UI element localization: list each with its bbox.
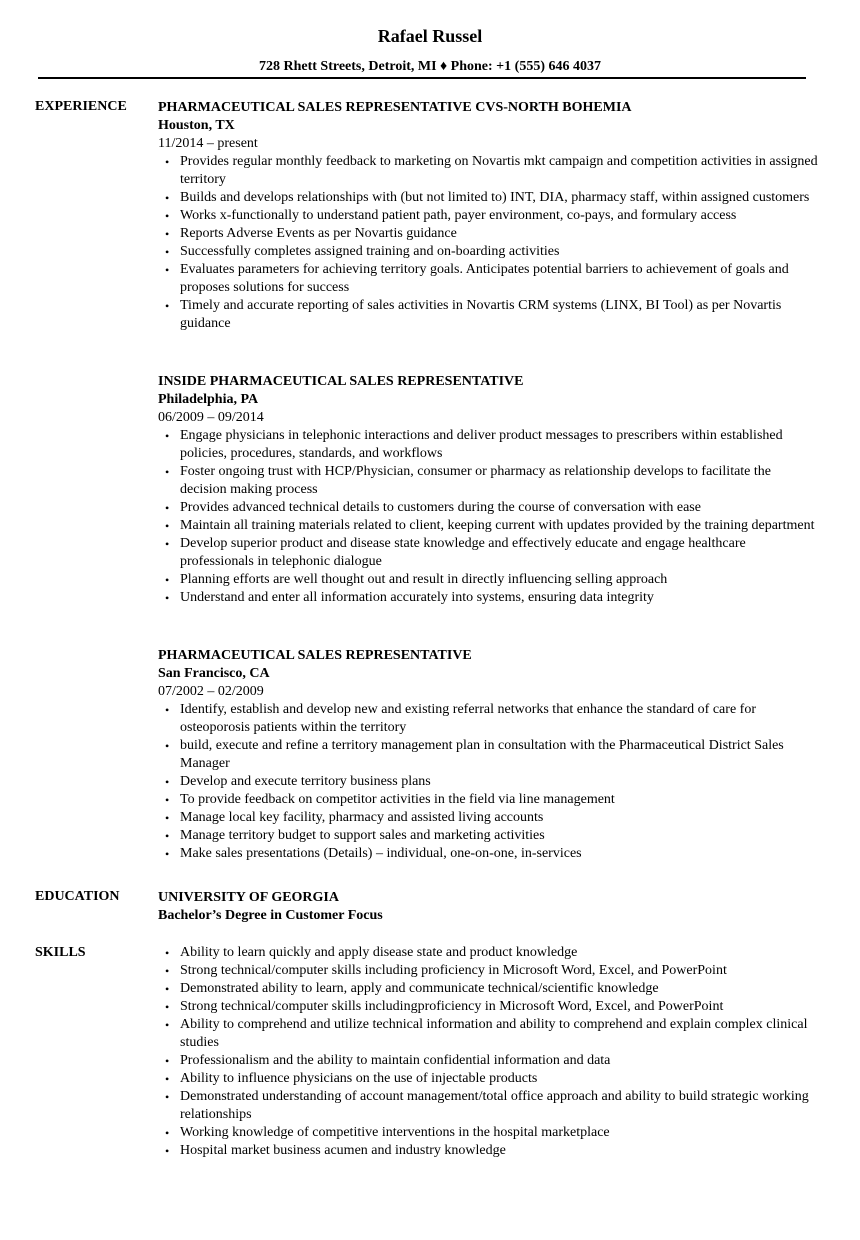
- job-title: INSIDE PHARMACEUTICAL SALES REPRESENTATIVE: [158, 374, 524, 389]
- job-location: Philadelphia, PA: [158, 392, 259, 407]
- job-entry-3: [158, 647, 818, 863]
- bullet-item: • Provides advanced technical details to customers during the course of conversation with ease: [158, 499, 818, 517]
- job-dates: 06/2009 – 09/2014: [158, 410, 264, 425]
- job-entry-1: [158, 99, 818, 333]
- bullet-item: • Works x-functionally to understand patient path, payer environment, co-pays, and formulary access: [158, 207, 818, 225]
- bullet-item: • Foster ongoing trust with HCP/Physician, consumer or pharmacy as relationship develops to facilitate the decision making process: [158, 463, 818, 499]
- bullet-item: • Develop and execute territory business plans: [158, 773, 818, 791]
- skills-entry: [158, 944, 818, 1160]
- skill-item: • Ability to comprehend and utilize technical information and ability to comprehend and explain complex clinical studies: [158, 1016, 818, 1052]
- skill-item: • Ability to influence physicians on the use of injectable products: [158, 1070, 818, 1088]
- bullet-item: • Identify, establish and develop new and existing referral networks that enhance the standard of care for osteoporosis patients within the territory: [158, 701, 818, 737]
- job-location: Houston, TX: [158, 118, 235, 133]
- skill-item: • Strong technical/computer skills includingproficiency in Microsoft Word, Excel, and PowerPoint: [158, 998, 818, 1016]
- skill-item: • Demonstrated understanding of account management/total office approach and ability to build strategic working relationships: [158, 1088, 818, 1124]
- bullet-item: • Engage physicians in telephonic interactions and deliver product messages to prescribers within established policies, procedures, standards, and workflows: [158, 427, 818, 463]
- skill-item: • Working knowledge of competitive interventions in the hospital marketplace: [158, 1124, 818, 1142]
- job-title: PHARMACEUTICAL SALES REPRESENTATIVE: [158, 648, 472, 663]
- bullet-item: • To provide feedback on competitor activities in the field via line management: [158, 791, 818, 809]
- bullet-item: • Builds and develops relationships with (but not limited to) INT, DIA, pharmacy staff, within assigned customers: [158, 189, 818, 207]
- skill-item: • Ability to learn quickly and apply disease state and product knowledge: [158, 944, 818, 962]
- skill-item: • Strong technical/computer skills including proficiency in Microsoft Word, Excel, and PowerPoint: [158, 962, 818, 980]
- degree: Bachelor’s Degree in Customer Focus: [158, 908, 383, 923]
- bullet-item: • Develop superior product and disease state knowledge and effectively educate and engage healthcare professionals in telephonic dialogue: [158, 535, 818, 571]
- bullet-item: • Evaluates parameters for achieving territory goals. Anticipates potential barriers to achievement of goals and proposes solutions for success: [158, 261, 818, 297]
- job-title: PHARMACEUTICAL SALES REPRESENTATIVE CVS-NORTH BOHEMIA: [158, 100, 632, 115]
- bullet-item: • Successfully completes assigned training and on-boarding activities: [158, 243, 818, 261]
- school-name: UNIVERSITY OF GEORGIA: [158, 890, 339, 905]
- header-divider: [38, 77, 806, 79]
- job-bullets: [158, 701, 818, 863]
- bullet-item: • Planning efforts are well thought out and result in directly influencing selling approach: [158, 571, 818, 589]
- skill-item: • Demonstrated ability to learn, apply and communicate technical/scientific knowledge: [158, 980, 818, 998]
- bullet-item: • Understand and enter all information accurately into systems, ensuring data integrity: [158, 589, 818, 607]
- bullet-item: • Manage territory budget to support sales and marketing activities: [158, 827, 818, 845]
- bullet-item: • Reports Adverse Events as per Novartis guidance: [158, 225, 818, 243]
- job-dates: 07/2002 – 02/2009: [158, 684, 264, 699]
- candidate-name: Rafael Russel: [377, 26, 483, 46]
- skill-item: • Professionalism and the ability to maintain confidential information and data: [158, 1052, 818, 1070]
- bullet-item: • build, execute and refine a territory management plan in consultation with the Pharmaceutical District Sales Manager: [158, 737, 818, 773]
- education-entry: [158, 889, 818, 925]
- skills-section-label: SKILLS: [35, 945, 86, 960]
- job-bullets: [158, 427, 818, 607]
- skill-item: • Hospital market business acumen and industry knowledge: [158, 1142, 818, 1160]
- experience-section-label: EXPERIENCE: [35, 99, 127, 114]
- contact-line: 728 Rhett Streets, Detroit, MI ♦ Phone: +1 (555) 646 4037: [259, 59, 601, 74]
- job-dates: 11/2014 – present: [158, 136, 258, 151]
- bullet-item: • Make sales presentations (Details) – individual, one-on-one, in-services: [158, 845, 818, 863]
- job-entry-2: [158, 373, 818, 607]
- job-bullets: [158, 153, 818, 333]
- skills-list: [158, 944, 818, 1160]
- bullet-item: • Provides regular monthly feedback to marketing on Novartis mkt campaign and competition activities in assigned territory: [158, 153, 818, 189]
- job-location: San Francisco, CA: [158, 666, 270, 681]
- bullet-item: • Timely and accurate reporting of sales activities in Novartis CRM systems (LINX, BI Tool) as per Novartis guidance: [158, 297, 818, 333]
- bullet-item: • Maintain all training materials related to client, keeping current with updates provided by the training department: [158, 517, 818, 535]
- bullet-item: • Manage local key facility, pharmacy and assisted living accounts: [158, 809, 818, 827]
- education-section-label: EDUCATION: [35, 889, 120, 904]
